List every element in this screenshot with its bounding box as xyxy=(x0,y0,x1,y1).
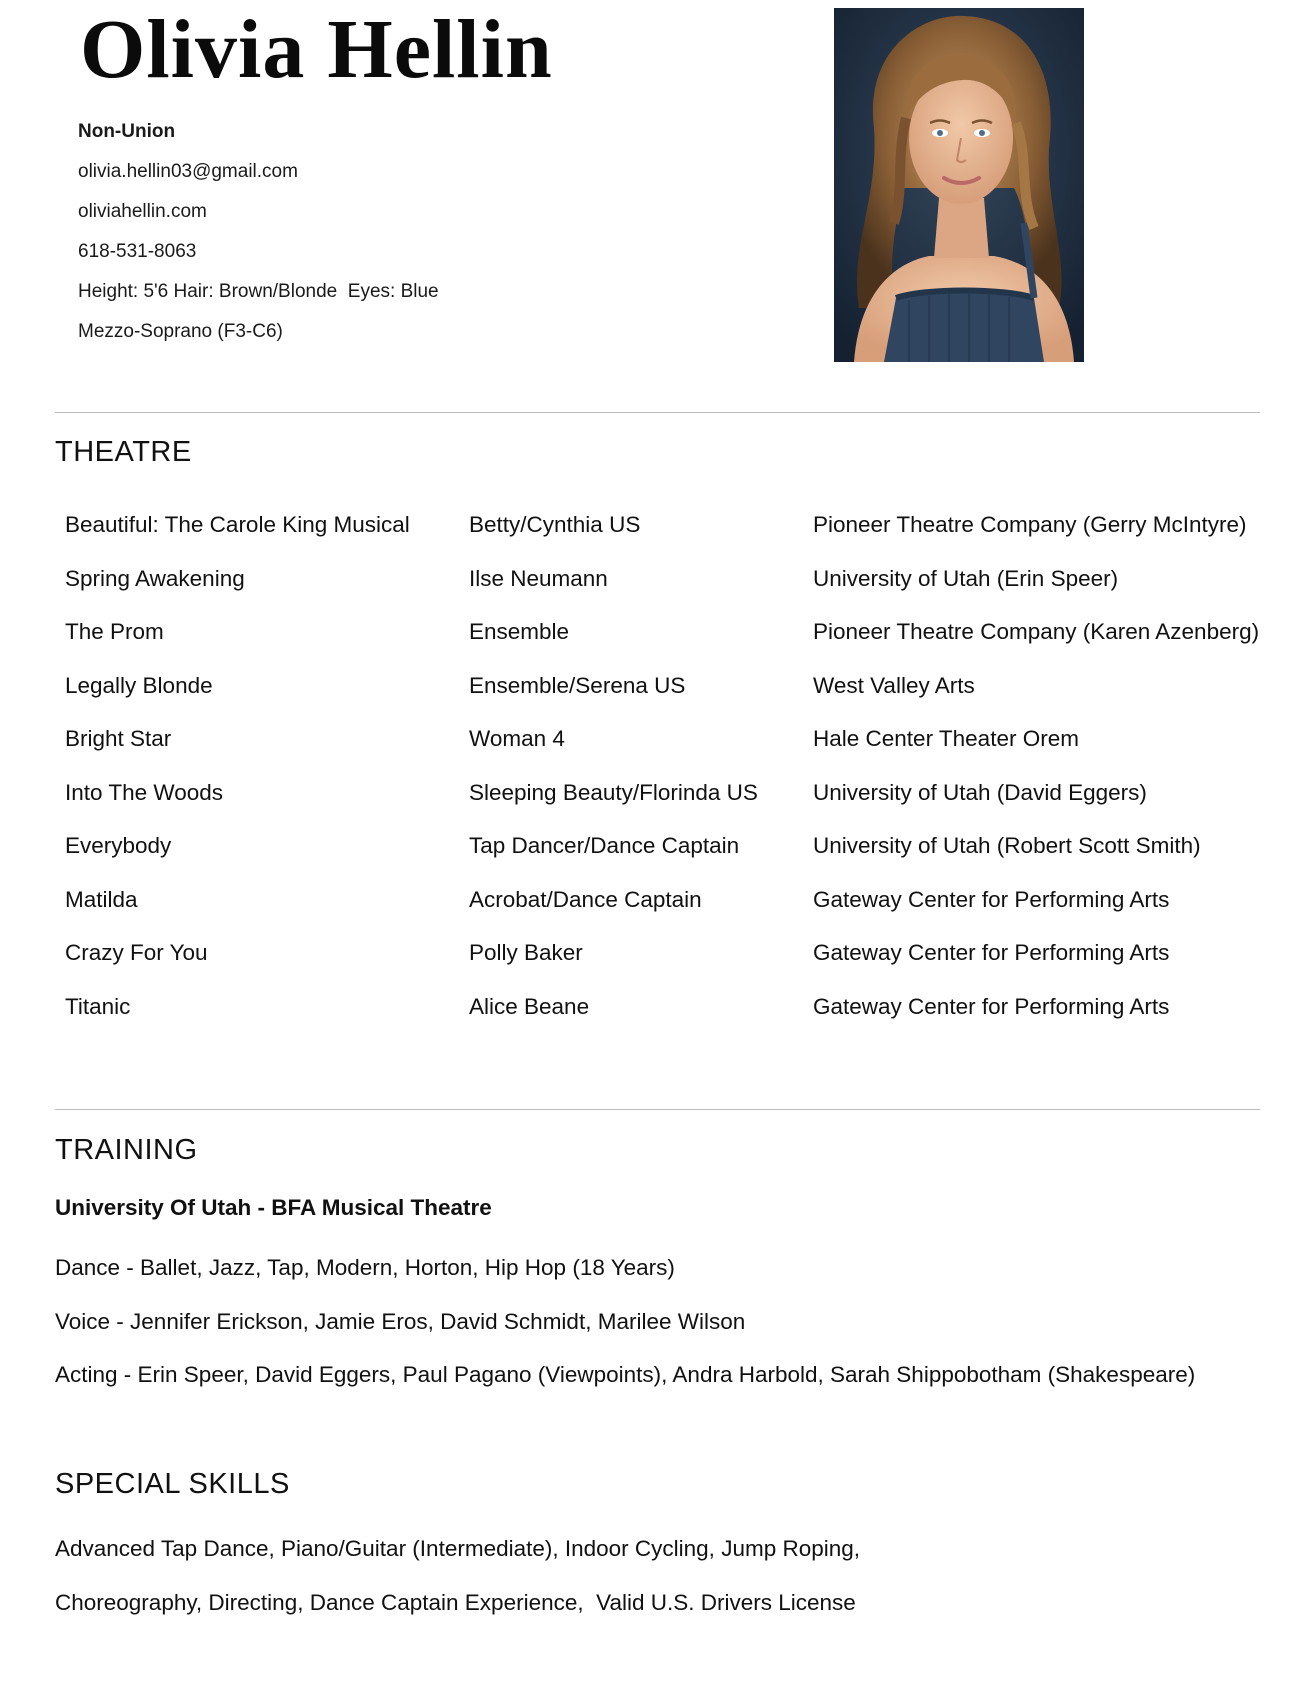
credit-role: Acrobat/Dance Captain xyxy=(469,886,702,912)
training-heading: TRAINING xyxy=(55,1134,198,1166)
credit-role: Ilse Neumann xyxy=(469,565,608,591)
special-skills-heading: SPECIAL SKILLS xyxy=(55,1468,290,1500)
actor-name: Olivia Hellin xyxy=(80,3,553,96)
email-text: olivia.hellin03@gmail.com xyxy=(78,161,298,182)
credit-venue: Hale Center Theater Orem xyxy=(813,726,1079,751)
credit-venue: Gateway Center for Performing Arts xyxy=(813,940,1170,965)
credit-show: Legally Blonde xyxy=(65,672,213,698)
credit-role: Tap Dancer/Dance Captain xyxy=(469,833,740,858)
divider-middle xyxy=(55,1109,1260,1110)
credit-venue: University of Utah (David Eggers) xyxy=(813,779,1147,805)
theatre-credits-table xyxy=(65,505,1265,1040)
credit-show: Everybody xyxy=(65,833,172,858)
credit-show: The Prom xyxy=(65,619,164,644)
credit-show: Titanic xyxy=(65,993,131,1019)
credit-show: Beautiful: The Carole King Musical xyxy=(65,512,410,537)
credit-row xyxy=(65,505,1265,559)
headshot-illustration xyxy=(834,8,1084,362)
credit-venue: West Valley Arts xyxy=(813,672,975,698)
contact-block xyxy=(78,112,439,352)
credit-show: Spring Awakening xyxy=(65,565,245,591)
credit-row xyxy=(65,773,1265,827)
special-skills-block xyxy=(55,1522,860,1629)
credit-row xyxy=(65,987,1265,1041)
credit-venue: University of Utah (Erin Speer) xyxy=(813,565,1119,591)
credit-row xyxy=(65,933,1265,987)
website-text: oliviahellin.com xyxy=(78,201,207,222)
training-acting: Acting - Erin Speer, David Eggers, Paul Pagano (Viewpoints), Andra Harbold, Sarah Shippobotham (Shakespeare) xyxy=(55,1362,1196,1387)
training-voice: Voice - Jennifer Erickson, Jamie Eros, David Schmidt, Marilee Wilson xyxy=(55,1308,746,1334)
headshot-photo xyxy=(834,8,1084,362)
credit-role: Polly Baker xyxy=(469,940,583,965)
divider-top xyxy=(55,412,1260,413)
credit-role: Woman 4 xyxy=(469,726,565,751)
theatre-heading: THEATRE xyxy=(55,436,192,468)
skills-line: Advanced Tap Dance, Piano/Guitar (Intermediate), Indoor Cycling, Jump Roping, xyxy=(55,1536,861,1561)
credit-role: Betty/Cynthia US xyxy=(469,512,641,537)
credit-role: Ensemble/Serena US xyxy=(469,672,686,698)
credit-row xyxy=(65,719,1265,773)
credit-venue: Gateway Center for Performing Arts xyxy=(813,993,1170,1019)
credit-show: Matilda xyxy=(65,886,138,912)
credit-row xyxy=(65,612,1265,666)
credit-row xyxy=(65,880,1265,934)
credit-row xyxy=(65,666,1265,720)
credit-role: Ensemble xyxy=(469,619,570,644)
credit-show: Into The Woods xyxy=(65,779,224,805)
training-school: University Of Utah - BFA Musical Theatre xyxy=(55,1195,492,1220)
voice-type: Mezzo-Soprano (F3-C6) xyxy=(78,321,283,342)
credit-show: Bright Star xyxy=(65,726,172,751)
credit-role: Sleeping Beauty/Florinda US xyxy=(469,779,758,805)
physical-stats: Height: 5'6 Hair: Brown/Blonde Eyes: Blue xyxy=(78,281,439,302)
credit-role: Alice Beane xyxy=(469,993,590,1019)
credit-row xyxy=(65,826,1265,880)
credit-row xyxy=(65,559,1265,613)
training-block xyxy=(55,1188,1195,1402)
credit-show: Crazy For You xyxy=(65,940,208,965)
phone-text: 618-531-8063 xyxy=(78,241,197,262)
training-dance: Dance - Ballet, Jazz, Tap, Modern, Horton, Hip Hop (18 Years) xyxy=(55,1255,675,1280)
skills-line: Choreography, Directing, Dance Captain Experience, Valid U.S. Drivers License xyxy=(55,1589,856,1615)
credit-venue: Pioneer Theatre Company (Karen Azenberg) xyxy=(813,619,1260,644)
credit-venue: Pioneer Theatre Company (Gerry McIntyre) xyxy=(813,512,1247,537)
credit-venue: University of Utah (Robert Scott Smith) xyxy=(813,833,1201,858)
union-status: Non-Union xyxy=(78,121,176,142)
credit-venue: Gateway Center for Performing Arts xyxy=(813,886,1170,912)
